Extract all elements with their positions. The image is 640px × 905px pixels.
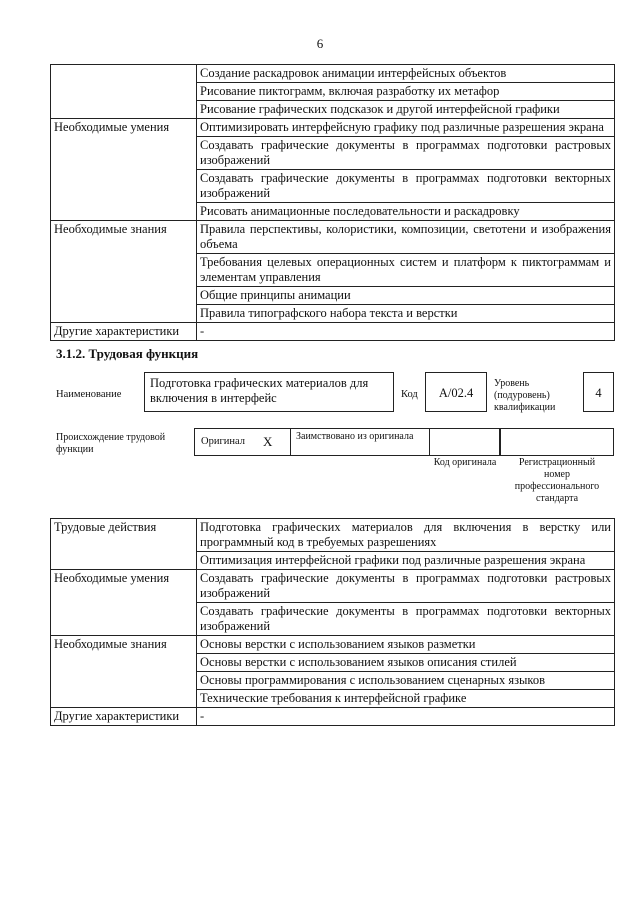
original-code-cell xyxy=(430,428,500,456)
table-row xyxy=(51,708,615,726)
table-row xyxy=(51,137,615,170)
table-row xyxy=(51,170,615,203)
row-value: Создавать графические документы в программах подготовки растровых изображений xyxy=(197,570,615,603)
row-value: Требования целевых операционных систем и платформ к пиктограммам и элементам управления xyxy=(197,254,615,287)
table-row xyxy=(51,654,615,672)
registration-caption: Регистрационный номер профессионального стандарта xyxy=(514,457,600,504)
table-row xyxy=(51,203,615,221)
row-value: Рисовать анимационные последовательности и раскадровку xyxy=(197,203,615,221)
level-label: Уровень (подуровень) квалификации xyxy=(494,378,556,413)
row-label xyxy=(51,287,197,305)
row-value: Основы верстки с использованием языков описания стилей xyxy=(197,654,615,672)
row-value: Рисование пиктограмм, включая разработку их метафор xyxy=(197,83,615,101)
row-label xyxy=(51,603,197,636)
row-value: Создавать графические документы в программах подготовки векторных изображений xyxy=(197,170,615,203)
row-label xyxy=(51,690,197,708)
borrowed-cell: Заимствовано из оригинала xyxy=(290,428,430,456)
competency-table-1 xyxy=(50,64,615,341)
row-label xyxy=(51,101,197,119)
row-value: Правила типографского набора текста и верстки xyxy=(197,305,615,323)
row-value: Основы верстки с использованием языков разметки xyxy=(197,636,615,654)
table-row xyxy=(51,101,615,119)
row-value: Общие принципы анимации xyxy=(197,287,615,305)
table-row xyxy=(51,83,615,101)
row-value: Создавать графические документы в программах подготовки растровых изображений xyxy=(197,137,615,170)
row-value: Оптимизация интерфейсной графики под различные разрешения экрана xyxy=(197,552,615,570)
row-label: Другие характеристики xyxy=(51,323,197,341)
row-label: Необходимые умения xyxy=(51,119,197,137)
row-label xyxy=(51,65,197,83)
row-value: Рисование графических подсказок и другой интерфейсной графики xyxy=(197,101,615,119)
row-label: Другие характеристики xyxy=(51,708,197,726)
row-label xyxy=(51,254,197,287)
table-row xyxy=(51,305,615,323)
level-value-box: 4 xyxy=(583,372,614,412)
row-value: Создание раскадровок анимации интерфейсных объектов xyxy=(197,65,615,83)
table-row xyxy=(51,690,615,708)
table-row xyxy=(51,552,615,570)
row-label xyxy=(51,654,197,672)
row-label xyxy=(51,672,197,690)
page-number: 6 xyxy=(316,36,324,51)
table-row xyxy=(51,65,615,83)
function-name-box: Подготовка графических материалов для включения в интерфейс xyxy=(144,372,394,412)
row-label: Необходимые умения xyxy=(51,570,197,603)
table-row xyxy=(51,323,615,341)
original-cell xyxy=(194,428,290,456)
row-label: Трудовые действия xyxy=(51,519,197,552)
table-row xyxy=(51,254,615,287)
code-caption: Код оригинала xyxy=(433,457,497,468)
name-label: Наименование xyxy=(56,389,122,400)
row-label: Необходимые знания xyxy=(51,221,197,254)
row-value: Оптимизировать интерфейсную графику под различные разрешения экрана xyxy=(197,119,615,137)
code-value-box: A/02.4 xyxy=(425,372,487,412)
original-label: Оригинал xyxy=(201,436,245,447)
row-label xyxy=(51,305,197,323)
row-label xyxy=(51,552,197,570)
row-value: Подготовка графических материалов для включения в верстку или программный код в требуемых разрешениях xyxy=(197,519,615,552)
table-row xyxy=(51,603,615,636)
code-label: Код xyxy=(401,389,418,400)
row-label xyxy=(51,83,197,101)
section-title: 3.1.2. Трудовая функция xyxy=(56,346,199,361)
table-row xyxy=(51,221,615,254)
row-value: Правила перспективы, колористики, композиции, светотени и изображения объема xyxy=(197,221,615,254)
table-row xyxy=(51,636,615,654)
origin-label: Происхождение трудовой функции xyxy=(56,432,166,455)
table-row xyxy=(51,119,615,137)
row-label: Необходимые знания xyxy=(51,636,197,654)
table-row xyxy=(51,519,615,552)
table-row xyxy=(51,570,615,603)
table-row xyxy=(51,672,615,690)
registration-number-cell xyxy=(500,428,614,456)
row-value: - xyxy=(197,323,615,341)
row-value: Создавать графические документы в программах подготовки векторных изображений xyxy=(197,603,615,636)
row-label xyxy=(51,137,197,170)
original-mark: X xyxy=(263,434,273,449)
row-label xyxy=(51,170,197,203)
row-value: - xyxy=(197,708,615,726)
row-value: Основы программирования с использованием сценарных языков xyxy=(197,672,615,690)
competency-table-2 xyxy=(50,518,615,726)
row-value: Технические требования к интерфейсной графике xyxy=(197,690,615,708)
table-row xyxy=(51,287,615,305)
row-label xyxy=(51,203,197,221)
